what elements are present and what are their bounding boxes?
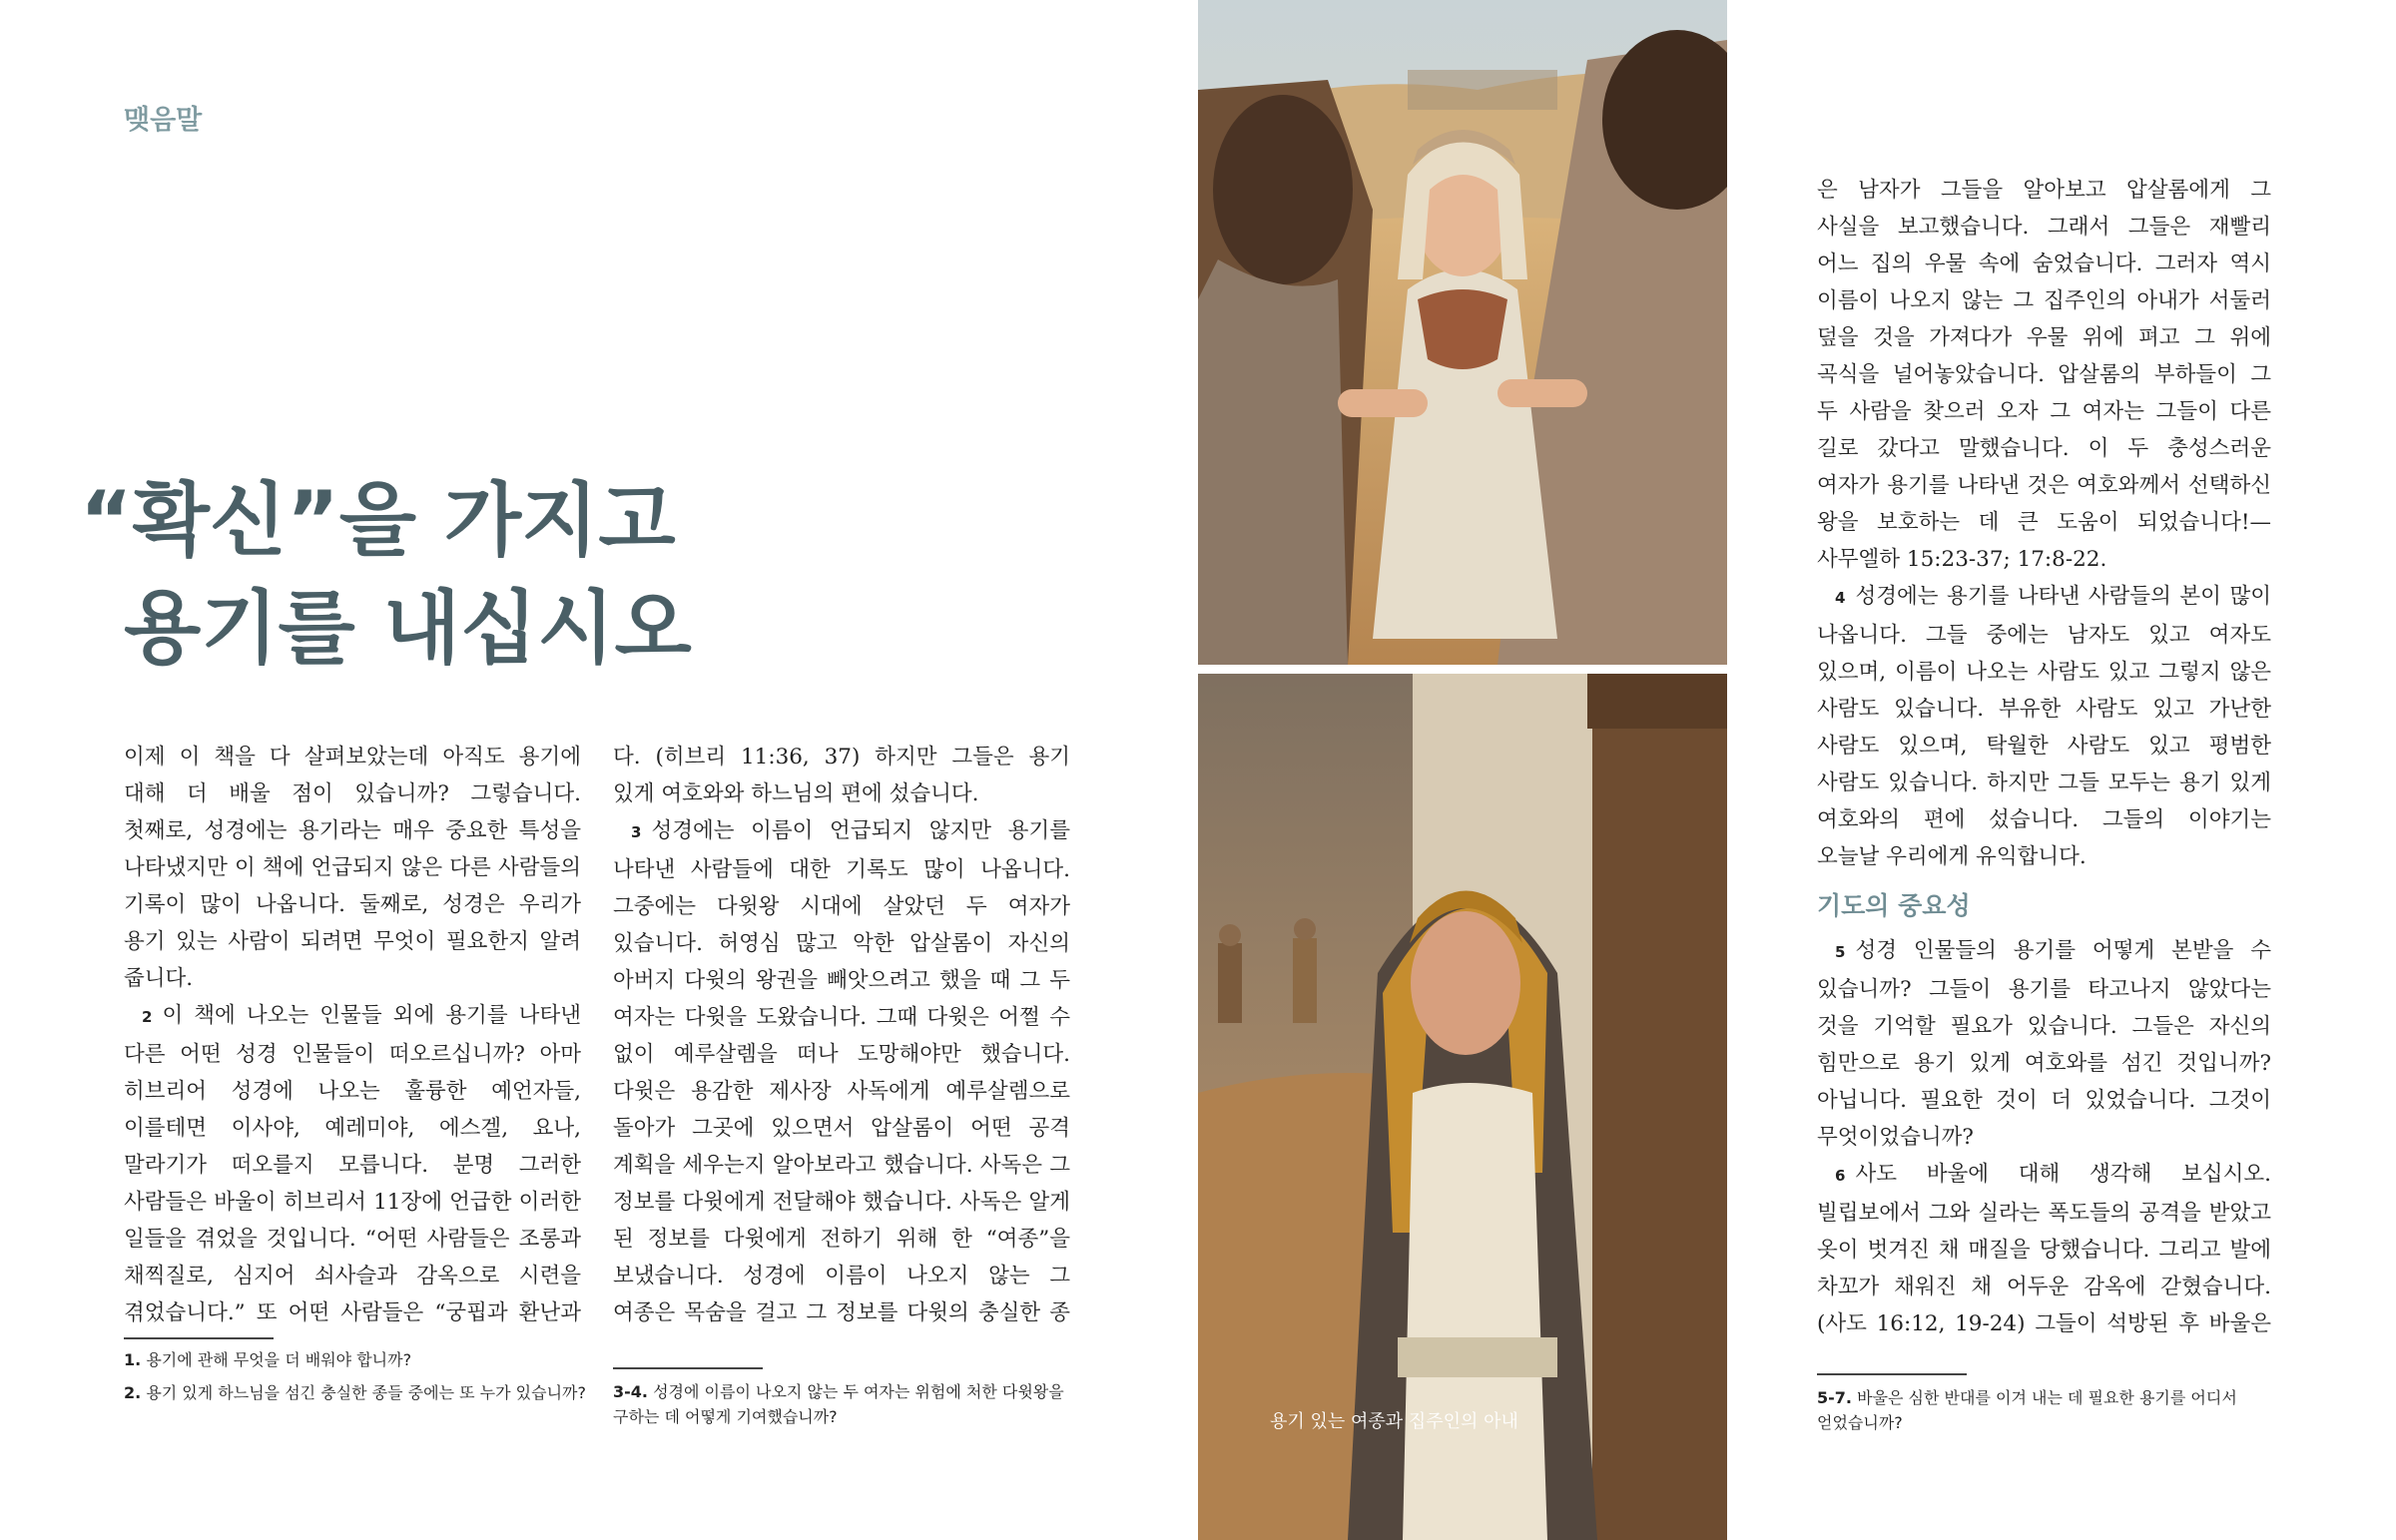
- chapter-title: [80, 467, 1078, 683]
- chapter-title-line2: 용기를 내십시오: [124, 582, 692, 675]
- paragraph-continued: 은 남자가 그들을 알아보고 압살롬에게 그 사실을 보고했습니다. 그래서 그들은 재빨리 어느 집의 우물 속에 숨었습니다. 그러자 역시 이름이 나오지 않는 그 집주인의 아내가 서둘러 덮을 것을 가져다가 우물 위에 펴고 그 위에 곡식을 널어놓았습니다. 압살롬의 부하들이 그 두 사람을 찾으러 오자 그 여자는 그들이 다른 길로 갔다고 말했습니다. 이 두 충성스러운 여자가 용기를 나타낸 것은 여호와께서 선택하신 왕을 보호하는 데 큰 도움이 되었습니다!—사무엘하 15:23-37; 17:8-22.: [1817, 178, 2271, 572]
- footnote: [613, 1379, 1078, 1429]
- footnote-text: 용기 있게 하느님을 섬긴 충실한 종들 중에는 또 누가 있습니까?: [146, 1383, 586, 1402]
- footnote: [1817, 1385, 2276, 1435]
- paragraph-1: 이제 이 책을 다 살펴보았는데 아직도 용기에 대해 더 배울 점이 있습니까? 그렇습니다. 첫째로, 성경에는 용기라는 매우 중요한 특성을 나타냈지만 이 책에 언급되지 않은 다른 사람들의 기록이 많이 나옵니다. 둘째로, 성경은 우리가 용기 있는 사람이 되려면 무엇이 필요한지 알려 줍니다.: [124, 745, 581, 991]
- chapter-title-line1: “확신”을 가지고: [80, 474, 676, 567]
- illustration-column: [1198, 0, 1727, 1540]
- paragraph-6: [1817, 1156, 2271, 1337]
- text-column-3: [1817, 172, 2271, 1337]
- paragraph-text: 성경에는 용기를 나타낸 사람들의 본이 많이 나옵니다. 그들 중에는 남자도 있고 여자도 있으며, 이름이 나오는 사람도 있고 그렇지 않은 사람도 있습니다. 부유한 사람도 있고 가난한 사람도 있으며, 탁월한 사람도 있고 평범한 사람도 있습니다. 하지만 그들 모두는 용기 있게 여호와의 편에 섰습니다. 그들의 이야기는 오늘날 우리에게 유익합니다.: [1817, 584, 2271, 869]
- illustration-top-art: [1198, 0, 1727, 665]
- footnote-text: 성경에 이름이 나오지 않는 두 여자는 위험에 처한 다윗왕을 구하는 데 어떻게 기여했습니까?: [613, 1382, 1064, 1426]
- text-column-1: [124, 739, 581, 1329]
- paragraph-text: 성경 인물들의 용기를 어떻게 본받을 수 있습니까? 그들이 용기를 타고나지 않았다는 것을 기억할 필요가 있습니다. 그들은 자신의 힘만으로 용기 있게 여호와를 섬긴 것입니까? 아닙니다. 필요한 것이 더 있었습니다. 그것이 무엇이었습니까?: [1817, 938, 2271, 1150]
- section-label: 맺음말: [124, 105, 203, 136]
- paragraph-text: 이 책에 나오는 인물들 외에 용기를 나타낸 다른 어떤 성경 인물들이 떠오르십니까? 아마 히브리어 성경에 나오는 훌륭한 예언자들, 이를테면 이사야, 예레미야, 에스겔, 요나, 말라기가 떠오를지 모릅니다. 분명 그러한 사람들은 바울이 히브리서 11장에 언급한 이러한 일들을 겪었을 것입니다. “어떤 사람들은 조롱과 채찍질로, 심지어 쇠사슬과 감옥으로 시련을 겪었습니다.” 또 어떤 사람들은 “궁핍과 환난과: [124, 1003, 581, 1325]
- footnote-rule: [124, 1337, 274, 1339]
- footnote-number: 2.: [124, 1383, 142, 1402]
- footnote: [124, 1380, 589, 1405]
- footnotes-left: [124, 1347, 589, 1413]
- footnote-number: 5-7.: [1817, 1388, 1852, 1407]
- paragraph-number: 2: [142, 1008, 153, 1026]
- paragraph-text: 사도 바울에 대해 생각해 보십시오. 빌립보에서 그와 실라는 폭도들의 공격을 받았고 옷이 벗겨진 채 매질을 당했습니다. 그리고 발에 차꼬가 채워진 채 어두운 감옥에 갇혔습니다. (사도 16:12, 19-24) 그들이 석방된 후 바울은: [1817, 1162, 2271, 1336]
- footnotes-right: [1817, 1385, 2276, 1443]
- paragraph-text: 성경에는 이름이 언급되지 않지만 용기를 나타낸 사람들에 대한 기록도 많이 나옵니다. 그중에는 다윗왕 시대에 살았던 두 여자가 있습니다. 허영심 많고 악한 압살롬이 자신의 아버지 다윗의 왕권을 빼앗으려고 했을 때 그 두 여자는 다윗을 도왔습니다. 그때 다윗은 어쩔 수 없이 예루살렘을 떠나 도망해야만 했습니다. 다윗은 용감한 제사장 사독에게 예루살렘으로 돌아가 그곳에 있으면서 압살롬이 어떤 공격 계획을 세우는지 알아보라고 했습니다. 사독은 그 정보를 다윗에게 전달해야 했습니다. 사독은 알게 된 정보를 다윗에게 전하기 위해 한 “여종”을 보냈습니다. 성경에 이름이 나오지 않는 그 여종은 목숨을 걸고 그 정보를 다윗의 충실한 종: [613, 818, 1070, 1325]
- illustration-caption: 용기 있는 여종과 집주인의 아내: [1270, 1411, 1518, 1432]
- footnotes-middle: [613, 1379, 1078, 1437]
- paragraph-number: 3: [631, 823, 642, 841]
- paragraph-4: [1817, 578, 2271, 875]
- footnote-text: 바울은 심한 반대를 이겨 내는 데 필요한 용기를 어디서 얻었습니까?: [1817, 1388, 2237, 1432]
- paragraph-number: 4: [1835, 589, 1846, 607]
- footnote-rule: [613, 1367, 763, 1369]
- footnote: [124, 1347, 589, 1372]
- paragraph-2: [124, 997, 581, 1329]
- paragraph-number: 6: [1835, 1167, 1846, 1185]
- paragraph-5: [1817, 932, 2271, 1156]
- subheading: 기도의 중요성: [1817, 891, 1971, 920]
- text-column-2: [613, 739, 1070, 1329]
- footnote-rule: [1817, 1373, 1967, 1375]
- footnote-number: 3-4.: [613, 1382, 648, 1401]
- paragraph-continued: 다. (히브리 11:36, 37) 하지만 그들은 용기 있게 여호와와 하느님의 편에 섰습니다.: [613, 745, 1070, 806]
- footnote-number: 1.: [124, 1350, 142, 1369]
- paragraph-3: [613, 812, 1070, 1329]
- illustration-servant-girl: [1198, 0, 1727, 665]
- footnote-text: 용기에 관해 무엇을 더 배워야 합니까?: [146, 1350, 412, 1369]
- paragraph-number: 5: [1835, 943, 1846, 961]
